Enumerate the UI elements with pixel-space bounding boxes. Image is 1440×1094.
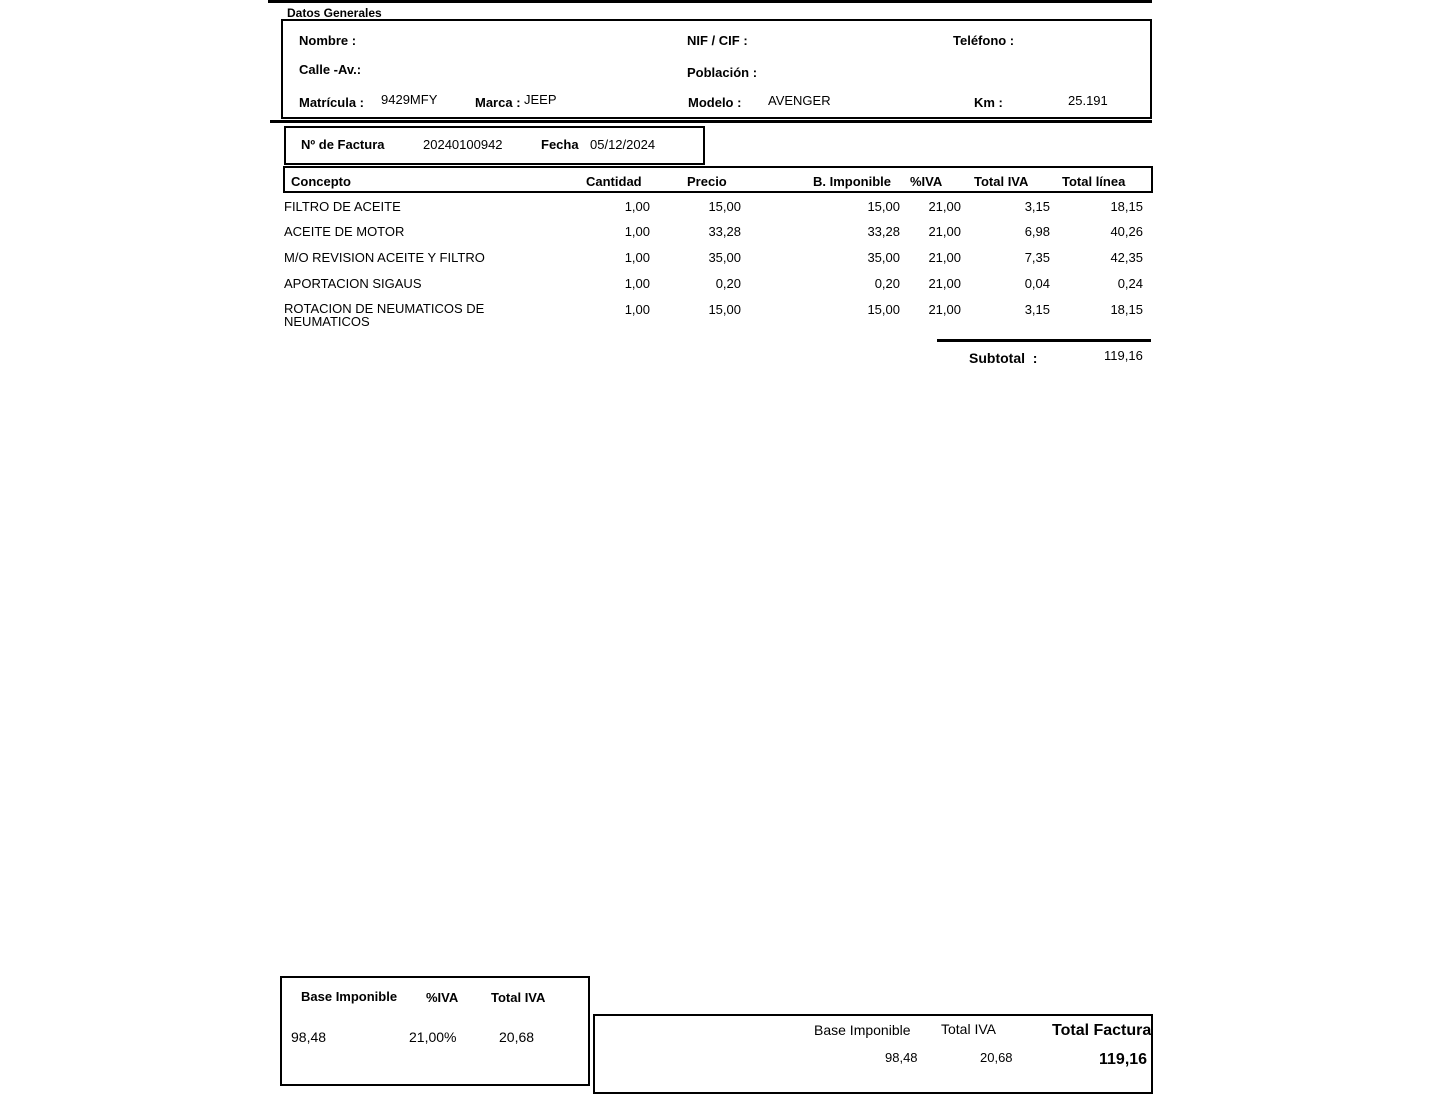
tax-iva-label: %IVA	[426, 990, 459, 1005]
row-cantidad: 1,00	[624, 250, 650, 265]
row-iva-pct: 21,00	[928, 250, 961, 265]
total-factura-value: 119,16	[1099, 1051, 1148, 1068]
tax-iva-value: 21,00%	[409, 1029, 457, 1045]
tax-base-value: 98,48	[291, 1029, 327, 1045]
top-rule	[268, 0, 1152, 3]
row-total-linea: 42,35	[1110, 250, 1143, 265]
row-iva-pct: 21,00	[928, 302, 961, 317]
marca-label: Marca :	[475, 95, 521, 110]
totals-total-iva-label: Total IVA	[941, 1021, 996, 1037]
col-iva-pct: %IVA	[910, 174, 943, 189]
row-cantidad: 1,00	[624, 224, 650, 239]
col-base-imponible: B. Imponible	[813, 174, 891, 189]
matricula-value: 9429MFY	[381, 92, 438, 107]
tax-total-iva-label: Total IVA	[491, 990, 546, 1005]
row-total-iva: 0,04	[1024, 276, 1050, 291]
row-concepto: ACEITE DE MOTOR	[284, 224, 405, 239]
nif-label: NIF / CIF :	[687, 33, 748, 48]
totals-total-iva-value: 20,68	[980, 1050, 1013, 1065]
invoice-date-label: Fecha	[541, 137, 579, 152]
row-precio: 0,20	[715, 276, 741, 291]
row-total-iva: 3,15	[1024, 199, 1050, 214]
section-rule	[270, 120, 1152, 123]
invoice-number-label: Nº de Factura	[301, 137, 385, 152]
row-concepto: APORTACION SIGAUS	[284, 276, 422, 291]
row-total-linea: 18,15	[1110, 302, 1143, 317]
row-precio: 35,00	[708, 250, 741, 265]
row-base: 33,28	[867, 224, 900, 239]
table-row	[284, 302, 1144, 334]
table-row	[284, 250, 1144, 274]
row-cantidad: 1,00	[624, 302, 650, 317]
modelo-value: AVENGER	[768, 93, 831, 108]
subtotal-rule	[937, 339, 1151, 342]
row-total-iva: 7,35	[1024, 250, 1050, 265]
poblacion-label: Población :	[687, 65, 758, 80]
col-total-iva: Total IVA	[974, 174, 1029, 189]
modelo-label: Modelo :	[688, 95, 742, 110]
general-section-title: Datos Generales	[287, 6, 382, 20]
subtotal-label: Subtotal :	[969, 350, 1038, 366]
totals-base-label: Base Imponible	[814, 1022, 911, 1038]
totals-base-value: 98,48	[885, 1050, 918, 1065]
invoice-number-value: 20240100942	[423, 137, 503, 152]
row-precio: 33,28	[708, 224, 741, 239]
row-concepto: M/O REVISION ACEITE Y FILTRO	[284, 250, 485, 265]
col-total-linea: Total línea	[1062, 174, 1126, 189]
table-row	[284, 276, 1144, 300]
row-iva-pct: 21,00	[928, 276, 961, 291]
row-total-iva: 6,98	[1024, 224, 1050, 239]
invoice-date-value: 05/12/2024	[590, 137, 656, 152]
col-precio: Precio	[687, 174, 727, 189]
nombre-label: Nombre :	[299, 33, 357, 48]
col-cantidad: Cantidad	[586, 174, 642, 189]
col-concepto: Concepto	[291, 174, 351, 189]
row-iva-pct: 21,00	[928, 199, 961, 214]
tax-total-iva-value: 20,68	[499, 1029, 535, 1045]
km-label: Km :	[974, 95, 1003, 110]
row-cantidad: 1,00	[624, 199, 650, 214]
total-factura-label: Total Factura	[1052, 1022, 1152, 1039]
table-row	[284, 224, 1144, 248]
row-concepto: ROTACION DE NEUMATICOS DE NEUMATICOS	[284, 301, 485, 329]
row-total-linea: 40,26	[1110, 224, 1143, 239]
row-cantidad: 1,00	[624, 276, 650, 291]
tax-base-label: Base Imponible	[301, 989, 398, 1004]
row-base: 0,20	[874, 276, 900, 291]
row-iva-pct: 21,00	[928, 224, 961, 239]
km-value: 25.191	[1068, 93, 1108, 108]
row-total-linea: 0,24	[1117, 276, 1143, 291]
table-row	[284, 199, 1144, 223]
telefono-label: Teléfono :	[953, 33, 1015, 48]
row-precio: 15,00	[708, 199, 741, 214]
row-total-linea: 18,15	[1110, 199, 1143, 214]
row-base: 15,00	[867, 199, 900, 214]
row-base: 15,00	[867, 302, 900, 317]
marca-value: JEEP	[524, 92, 557, 107]
row-total-iva: 3,15	[1024, 302, 1050, 317]
matricula-label: Matrícula :	[299, 95, 365, 110]
calle-label: Calle -Av.:	[299, 62, 362, 77]
row-concepto: FILTRO DE ACEITE	[284, 199, 401, 214]
subtotal-value: 119,16	[1104, 348, 1143, 363]
row-precio: 15,00	[708, 302, 741, 317]
row-base: 35,00	[867, 250, 900, 265]
